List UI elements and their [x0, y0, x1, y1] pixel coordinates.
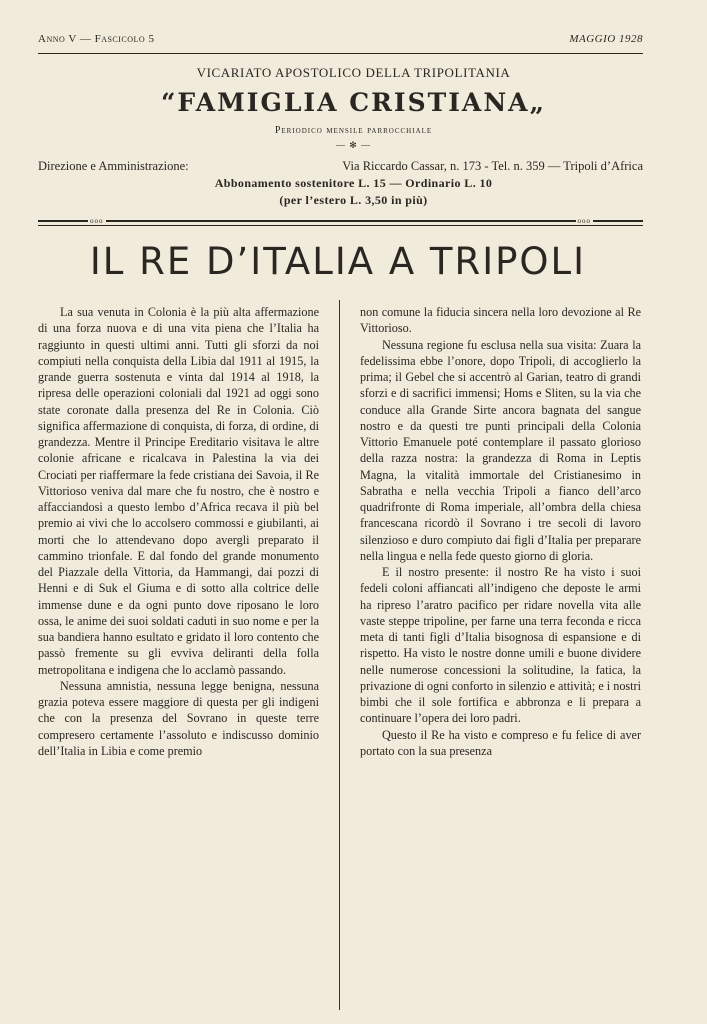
issue-line	[38, 33, 643, 51]
divider-ornament-left: ooo	[90, 217, 104, 225]
direzione-address: Via Riccardo Cassar, n. 173 - Tel. n. 359 — Tripoli d’Africa	[342, 159, 643, 173]
direzione-line	[38, 159, 643, 174]
issue-date: MAGGIO 1928	[569, 33, 643, 45]
top-rule	[38, 53, 643, 54]
paragraph: Nessuna regione fu esclusa nella sua visita: Zuara la fedelissima ebbe l’onore, dopo Tripoli, di accoglierlo la prima; il Gebel che si accentrò al Garian, teatro di grandi sforzi e di sacrifici immensi; Homs e Sliten, su la via che conduce alla Grande Sirte ancora bagnata del sangue nostro e da questi tre punti principali della Colonia Vittorio Emanuele poté contemplare il passato glorioso della razza nostra: la grandezza di Roma in Leptis Magna, la vitalità immortale del Cristianesimo in Sabratha e nella vecchia Tripoli a fianco dell’arco quadrifronte di Roma imperiale, all’ombra della chiesa francescana ricordò il Sovrano i tre secoli di lavoro silenzioso e duro compiuto dai figli d’Italia per preparare nella lingua e nella fede questo giorno di gloria.	[360, 337, 641, 563]
direzione-label: Direzione e Amministrazione:	[38, 159, 189, 173]
vicariato-line: VICARIATO APOSTOLICO DELLA TRIPOLITANIA	[196, 65, 511, 80]
masthead-subtitle: Periodico mensile parrocchiale	[274, 125, 433, 136]
divider-rule-thick	[38, 220, 643, 222]
paragraph: E il nostro presente: il nostro Re ha visto i suoi fedeli coloni affiancati all’indigeno che deposte le armi ha ripreso l’aratro pacifico per ridare novella vita alle vaste steppe tripoline, per farne una terra feconda e ricca meta di tanti figli d’Italia bisognosa di espansione e di rispetto. Ha visto le nostre donne umili e buone dividere nelle numerose concessioni la solitudine, la fatica, la privazione di ogni conforto in silenzio e attività; e i nostri bimbi che il sole fortifica e abbronza e li prepara a continuare l’opera dei loro padri.	[360, 565, 641, 726]
masthead-title: “FAMIGLIA CRISTIANA„	[161, 88, 546, 117]
paragraph: La sua venuta in Colonia è la più alta affermazione di una forza nuova e di una vita piena che l’Italia ha raggiunto in questi ultimi anni. Tutti gli sforzi da noi compiuti nella conquista della Libia dal 1911 al 1915, la grande guerra sostenuta e vinta dal 1914 al 1918, la ripresa delle operazioni coloniali dal 1921 ad oggi sono state coronate dalla presenza del Re in Colonia. Ciò significa affermazione di conquista, di forza, di ordine, di grandezza. Mentre il Principe Ereditario visitava le altre colonie africane e ricalcava in Palestina la via dei Crociati per riaffermare la fede cristiana dei Savoia, il Re Vittorioso veniva dal mare che fu nostro, che è nostro e affacciandosi a questo lembo d’Africa recava il più bel premio ai vivi che lo accolsero commossi e giubilanti, ai morti che lo attendevano dopo avergli preparato il cammino trionfale. E dal fondo del grande monumento del Piazzale della Vittoria, da Hammangi, dai pozzi di Henni e di Suk el Giuma e di sotto alla coltrice delle immense dune e da ogni punto dove riposano le loro ossa, le anime dei suoi soldati caduti in suo nome e per la sua bandiera hanno esultato e gridato il loro contento che passò fremente su gli evviva deliranti della folla metropolitana e indigena che lo acclamò passando.	[38, 305, 319, 677]
header-divider	[38, 217, 643, 230]
estero-line: (per l’estero L. 3,50 in più)	[279, 193, 428, 207]
column-divider	[339, 300, 340, 1010]
paragraph: Nessuna amnistia, nessuna legge benigna, nessuna grazia poteva essere maggiore di questa per gli indigeni che con la presenza del Sovrano in queste terre compresero certamente l’assoluto e indiscusso dominio dell’Italia in Libia e come premio	[38, 678, 319, 758]
paragraph: non comune la fiducia sincera nella loro devozione al Re Vittorioso.	[360, 305, 641, 336]
abbonamento-line: Abbonamento sostenitore L. 15 — Ordinario L. 10	[214, 176, 493, 190]
divider-ornament-right: ooo	[577, 217, 591, 225]
divider-rule-thin	[38, 225, 643, 226]
ornament: — ✻ —	[335, 140, 372, 150]
paragraph: Questo il Re ha visto e compreso e fu felice di aver portato con la sua presenza	[360, 727, 641, 758]
article-column-right	[360, 304, 641, 759]
article-headline: IL RE D’ITALIA A TRIPOLI	[89, 240, 587, 283]
issue-number: Anno V — Fascicolo 5	[38, 33, 155, 45]
article-column-left	[38, 304, 319, 759]
